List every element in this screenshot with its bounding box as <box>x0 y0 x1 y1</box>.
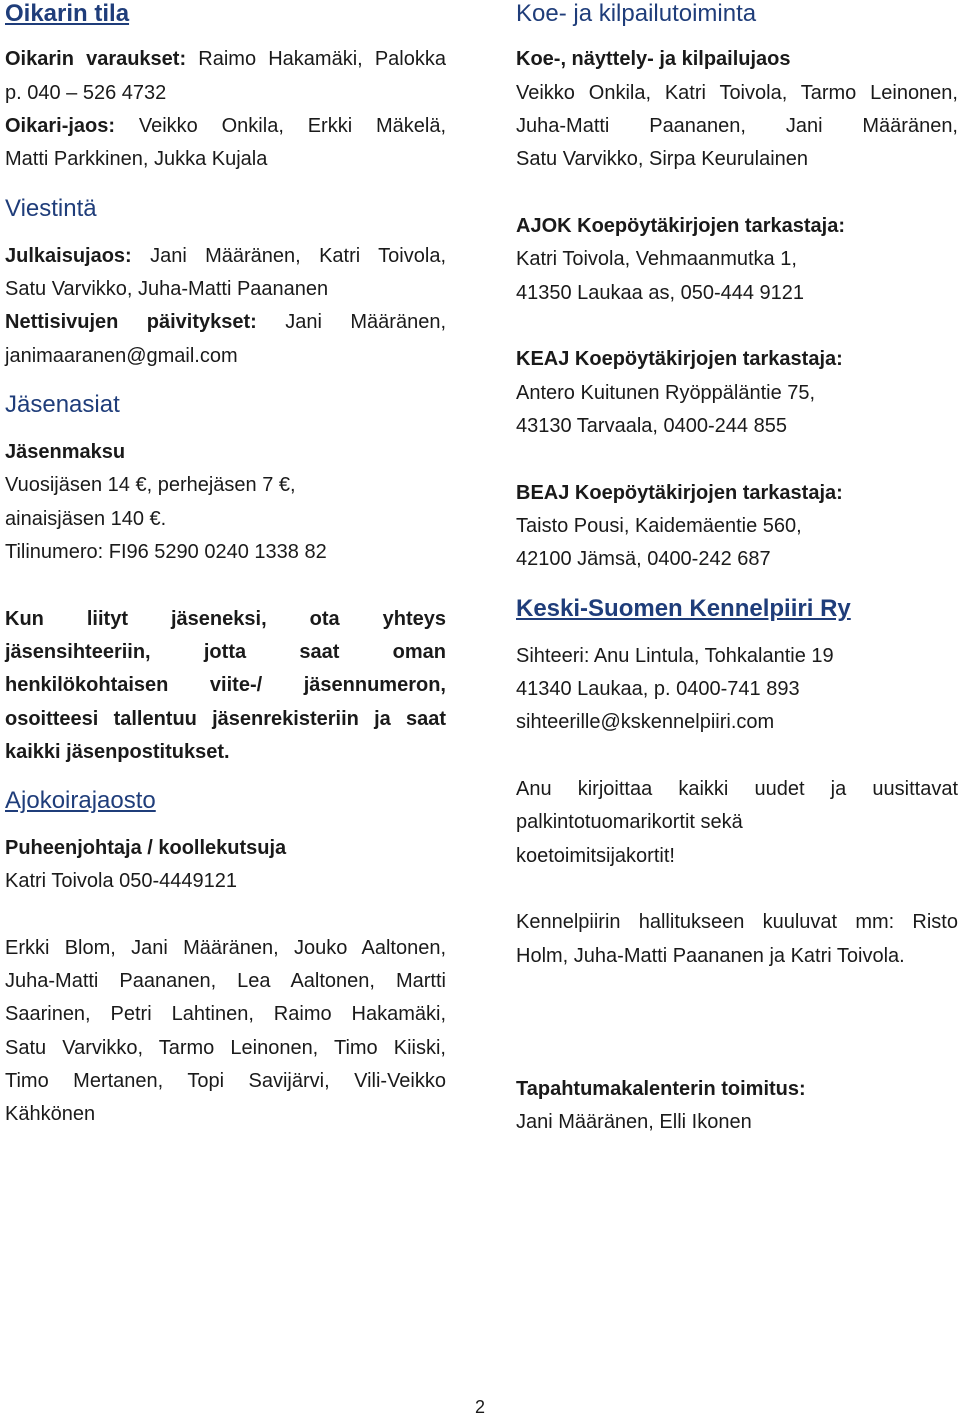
ajokoira-chair-label: Puheenjohtaja / koollekutsuja <box>5 837 287 859</box>
keaj-line2: 43130 Tarvaala, 0400-244 855 <box>516 415 787 437</box>
oikari-committee-line1: Veikko Onkila, Erkki Mäkelä, <box>115 115 446 137</box>
jasen-join-line: Kun liityt jäseneksi, ota yhteys <box>5 608 446 630</box>
ajok-label: AJOK Koepöytäkirjojen tarkastaja: <box>516 215 845 237</box>
oikari-committee-line2: Matti Parkkinen, Jukka Kujala <box>5 148 268 170</box>
ajokoira-members-line: Erkki Blom, Jani Määränen, Jouko Aaltonen, <box>5 937 446 959</box>
ajokoira-members-line: Saarinen, Petri Lahtinen, Raimo Hakamäki, <box>5 1003 446 1025</box>
viestinta-pub-label: Julkaisujaos: <box>5 245 132 267</box>
kspk-address: 41340 Laukaa, p. 0400-741 893 <box>516 678 800 700</box>
ajokoira-members-last: Kähkönen <box>5 1103 96 1125</box>
jasen-account: Tilinumero: FI96 5290 0240 1338 82 <box>5 541 327 563</box>
oikari-committee-label: Oikari-jaos: <box>5 115 116 137</box>
beaj-line2: 42100 Jämsä, 0400-242 687 <box>516 548 771 570</box>
calendar-label: Tapahtumakalenterin toimitus: <box>516 1078 806 1100</box>
kspk-board-line1: Kennelpiirin hallitukseen kuuluvat mm: Risto <box>516 911 958 933</box>
beaj-line1: Taisto Pousi, Kaidemäentie 560, <box>516 515 802 537</box>
viestinta-web-label: Nettisivujen päivitykset: <box>5 311 257 333</box>
oikari-bookings <box>5 43 446 76</box>
koe-jaos-line: Juha-Matti Paananen, Jani Määränen, <box>516 115 958 137</box>
oikari-committee <box>5 110 446 143</box>
ajok-line1: Katri Toivola, Vehmaanmutka 1, <box>516 248 797 270</box>
oikari-bookings-value: Raimo Hakamäki, Palokka <box>186 48 446 70</box>
oikari-heading: Oikarin tila <box>5 0 130 27</box>
viestinta-heading: Viestintä <box>5 195 97 222</box>
ajok-line2: 41350 Laukaa as, 050-444 9121 <box>516 282 805 304</box>
ajokoira-members-line: Timo Mertanen, Topi Savijärvi, Vili-Veikko <box>5 1070 446 1092</box>
kspk-note-line2: palkintotuomarikortit sekä <box>516 811 743 833</box>
jasen-fee-label: Jäsenmaksu <box>5 441 126 463</box>
viestinta-web-value: Jani Määränen, <box>256 311 447 333</box>
viestinta-email[interactable]: janimaaranen@gmail.com <box>5 345 238 367</box>
kspk-email[interactable]: sihteerille@kskennelpiiri.com <box>516 711 775 733</box>
kspk-board-line2: Holm, Juha-Matti Paananen ja Katri Toivola. <box>516 945 905 967</box>
viestinta-pub <box>5 240 446 273</box>
beaj-label: BEAJ Koepöytäkirjojen tarkastaja: <box>516 482 843 504</box>
jasen-fee-line2: ainaisjäsen 140 €. <box>5 508 167 530</box>
jasen-fee-line1: Vuosijäsen 14 €, perhejäsen 7 €, <box>5 474 296 496</box>
page-number: 2 <box>474 1397 485 1417</box>
ajokoira-chair-value: Katri Toivola 050-4449121 <box>5 870 238 892</box>
koe-jaos-last: Satu Varvikko, Sirpa Keurulainen <box>516 148 809 170</box>
keaj-label: KEAJ Koepöytäkirjojen tarkastaja: <box>516 348 843 370</box>
calendar-value: Jani Määränen, Elli Ikonen <box>516 1111 752 1133</box>
kspk-secretary: Sihteeri: Anu Lintula, Tohkalantie 19 <box>516 645 834 667</box>
koe-jaos-line: Veikko Onkila, Katri Toivola, Tarmo Leinonen, <box>516 82 958 104</box>
kspk-note-line1: Anu kirjoittaa kaikki uudet ja uusittavat <box>516 778 958 800</box>
jasen-join-line: jäsensihteeriin, jotta saat oman <box>5 641 446 663</box>
jasen-heading: Jäsenasiat <box>5 391 120 418</box>
kspk-heading: Keski-Suomen Kennelpiiri Ry <box>516 595 851 622</box>
oikari-phone: p. 040 – 526 4732 <box>5 82 167 104</box>
jasen-join-line: henkilökohtaisen viite-/ jäsennumeron, <box>5 674 446 696</box>
viestinta-pub-line2: Satu Varvikko, Juha-Matti Paananen <box>5 278 329 300</box>
ajokoira-members-line: Juha-Matti Paananen, Lea Aaltonen, Martti <box>5 970 446 992</box>
jasen-join-last: kaikki jäsenpostitukset. <box>5 741 230 763</box>
oikari-bookings-label: Oikarin varaukset: <box>5 48 187 70</box>
koe-jaos-label: Koe-, näyttely- ja kilpailujaos <box>516 48 791 70</box>
viestinta-web <box>5 306 446 339</box>
keaj-line1: Antero Kuitunen Ryöppäläntie 75, <box>516 382 816 404</box>
koe-heading: Koe- ja kilpailutoiminta <box>516 0 757 27</box>
kspk-note-line3: koetoimitsijakortit! <box>516 845 675 867</box>
ajokoira-members-line: Satu Varvikko, Tarmo Leinonen, Timo Kiiski, <box>5 1037 446 1059</box>
jasen-join-line: osoitteesi tallentuu jäsenrekisteriin ja saat <box>5 708 446 730</box>
viestinta-pub-line1: Jani Määränen, Katri Toivola, <box>131 245 446 267</box>
ajokoira-heading: Ajokoirajaosto <box>5 787 156 814</box>
